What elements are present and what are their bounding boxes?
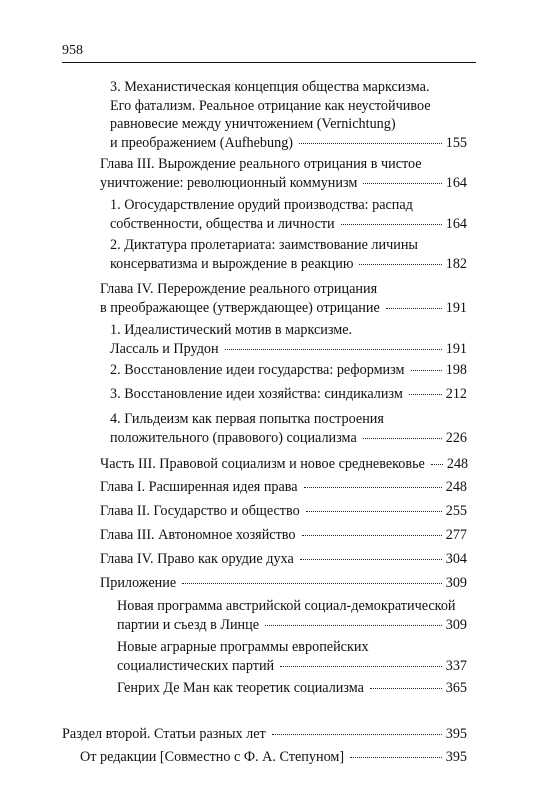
toc-entry-line: 4. Гильдеизм как первая попытка построения: [110, 411, 384, 427]
toc-page-number: 255: [445, 503, 467, 519]
toc-page-number: 226: [445, 429, 467, 446]
dot-leader: [300, 559, 442, 560]
dot-leader: [363, 438, 442, 439]
toc-entry-appendix: [100, 574, 467, 593]
toc-entry-ch4-section2: [110, 361, 467, 380]
toc-page-number: 248: [445, 479, 467, 495]
dot-leader: [272, 734, 442, 735]
toc-page-number: 198: [445, 362, 467, 378]
toc-entry-title: Часть III. Правовой социализм и новое средневековье: [100, 456, 425, 472]
toc-entry-section-2: [62, 725, 467, 744]
dot-leader: [409, 394, 442, 395]
dot-leader: [350, 757, 442, 758]
dot-leader: [306, 511, 442, 512]
toc-page-number: 212: [445, 386, 467, 402]
toc-page-number: 191: [445, 340, 467, 357]
dot-leader: [359, 264, 441, 265]
toc-entry-title: Глава III. Автономное хозяйство: [100, 527, 296, 543]
toc-entry-title: Раздел второй. Статьи разных лет: [62, 726, 266, 742]
toc-entry-appendix-item-1: [117, 597, 467, 634]
toc-entry-title: Генрих Де Ман как теоретик социализма: [117, 680, 364, 696]
toc-page-number: 277: [445, 527, 467, 543]
toc-entry-title: Лассаль и Прудон: [110, 340, 219, 357]
dot-leader: [370, 688, 442, 689]
toc-page-number: 248: [446, 456, 469, 472]
toc-entry-ch4-section1: [110, 321, 467, 358]
toc-entry-line: Глава III. Вырождение реального отрицания в чистое: [100, 156, 422, 172]
toc-entry-line: 1. Идеалистический мотив в марксизме.: [110, 322, 353, 338]
toc-entry-title: 3. Восстановление идеи хозяйства: синдикализм: [110, 386, 403, 402]
toc-entry-line: равновесие между уничтожением (Vernichtung): [110, 116, 396, 133]
dot-leader: [431, 464, 443, 465]
toc-entry-appendix-item-3: [117, 679, 467, 698]
toc-entry-line: 2. Диктатура пролетариата: заимствование личины: [110, 237, 418, 253]
toc-entry-editorial: [80, 748, 467, 767]
toc-entry-line: 1. Огосударствление орудий производства: распад: [110, 197, 413, 213]
toc-entry-line: Новая программа австрийской социал-демократической: [117, 598, 456, 614]
toc-entry-appendix-item-2: [117, 638, 467, 675]
toc-page-number: 395: [445, 726, 467, 742]
toc-entry-ch2-section3: [110, 78, 467, 152]
toc-entry-line: 3. Механистическая концепция общества марксизма.: [110, 79, 430, 95]
toc-entry-ch3-section1: [110, 196, 467, 233]
toc-page-number: 337: [445, 657, 467, 674]
toc-entry-part3-chapter-3: [100, 526, 467, 545]
toc-entry-title: собственности, общества и личности: [110, 215, 335, 232]
toc-entry-title: консерватизма и вырождение в реакцию: [110, 255, 354, 272]
toc-entry-title: Приложение: [100, 575, 177, 591]
toc-page-number: 164: [445, 215, 467, 232]
toc-entry-title: и преображением (Aufhebung): [110, 134, 294, 151]
toc-page-number: 155: [445, 134, 467, 151]
dot-leader: [280, 666, 442, 667]
toc-page-number: 395: [445, 749, 467, 765]
dot-leader: [302, 535, 442, 536]
toc-entry-line: Глава IV. Перерождение реального отрицания: [100, 281, 378, 297]
toc-entry-title: От редакции [Совместно с Ф. А. Степуном]: [80, 749, 345, 765]
dot-leader: [411, 370, 442, 371]
toc-entry-part-3: [100, 455, 467, 474]
toc-entry-part3-chapter-1: [100, 478, 467, 497]
toc-entry-part3-chapter-2: [100, 502, 467, 521]
toc-entry-title: Глава I. Расширенная идея права: [100, 479, 298, 495]
toc-entry-title: социалистических партий: [117, 657, 275, 674]
toc-page-number: 182: [445, 255, 467, 272]
dot-leader: [341, 224, 442, 225]
toc-page-number: 164: [445, 174, 467, 191]
toc-entry-line: Его фатализм. Реальное отрицание как неустойчивое: [110, 97, 431, 114]
toc-entry-chapter-4: [100, 280, 467, 317]
toc-page-number: 304: [445, 551, 467, 567]
toc-entry-title: Глава IV. Право как орудие духа: [100, 551, 294, 567]
toc-entry-chapter-3: [100, 155, 467, 192]
toc-entry-title: в преображающее (утверждающее) отрицание: [100, 299, 380, 316]
toc-entry-title: 2. Восстановление идеи государства: реформизм: [110, 362, 405, 378]
toc-entry-ch4-section4: [110, 410, 467, 447]
toc-entry-title: партии и съезд в Линце: [117, 616, 260, 633]
dot-leader: [299, 143, 442, 144]
toc-entry-ch3-section2: [110, 236, 467, 273]
dot-leader: [363, 183, 441, 184]
toc-entry-ch4-section3: [110, 385, 467, 404]
toc-entry-title: положительного (правового) социализма: [110, 429, 357, 446]
dot-leader: [265, 625, 442, 626]
toc-entry-title: Глава II. Государство и общество: [100, 503, 300, 519]
dot-leader: [225, 349, 442, 350]
toc-page-number: 191: [445, 299, 467, 316]
dot-leader: [386, 308, 442, 309]
toc-page-number: 365: [445, 680, 467, 696]
dot-leader: [182, 583, 442, 584]
toc-entry-part3-chapter-4: [100, 550, 467, 569]
toc-entry-title: уничтожение: революционный коммунизм: [100, 174, 358, 191]
toc-entry-line: Новые аграрные программы европейских: [117, 639, 369, 655]
toc-page-number: 309: [445, 616, 467, 633]
toc-page-number: 309: [445, 575, 467, 591]
page-number: 958: [62, 43, 83, 58]
dot-leader: [304, 487, 442, 488]
